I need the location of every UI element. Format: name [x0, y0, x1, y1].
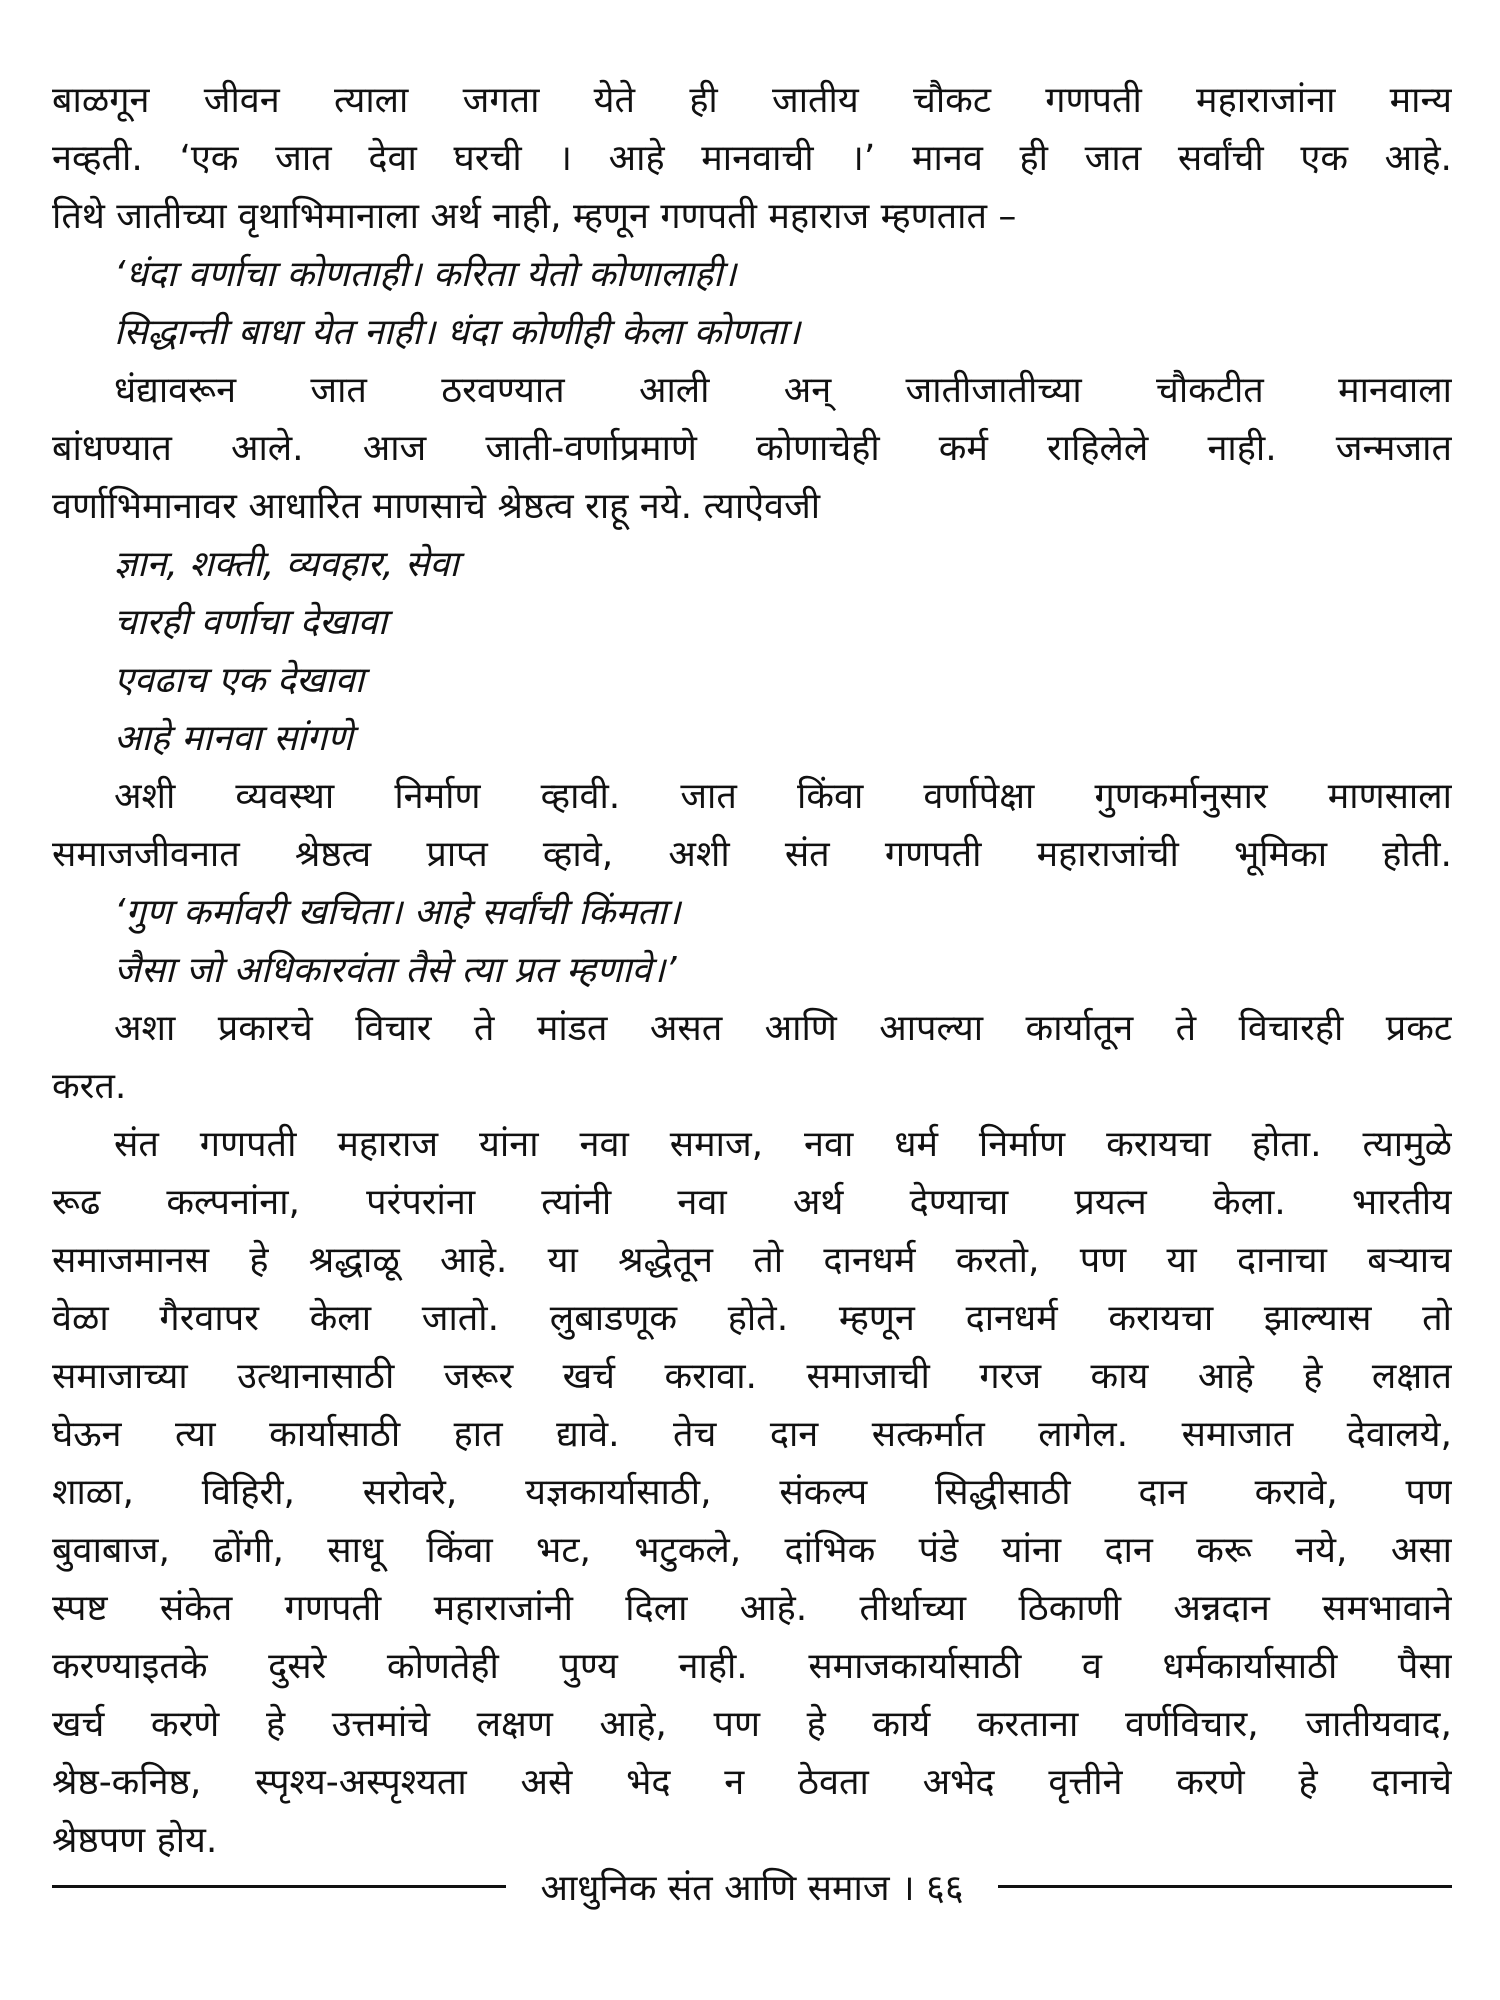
verse-line: ‘धंदा वर्णाचा कोणताही। करिता येतो कोणालाही। [114, 254, 737, 295]
text-line: अशा प्रकारचे विचार ते मांडत असत आणि आपल्या कार्यातून ते विचारही प्रकट [114, 1008, 1452, 1049]
text-line: श्रेष्ठपण होय. [52, 1820, 218, 1861]
text-line: रूढ कल्पनांना, परंपरांना त्यांनी नवा अर्थ देण्याचा प्रयत्न केला. भारतीय [52, 1182, 1452, 1223]
page-body [52, 72, 1452, 1870]
verse-line: आहे मानवा सांगणे [114, 718, 353, 759]
verse-line: एवढाच एक देखावा [114, 660, 365, 701]
text-line: धंद्यावरून जात ठरवण्यात आली अन् जातीजातीच्या चौकटीत मानवाला [114, 370, 1452, 411]
text-line: अशी व्यवस्था निर्माण व्हावी. जात किंवा वर्णापेक्षा गुणकर्मानुसार माणसाला [114, 776, 1452, 817]
text-line: शाळा, विहिरी, सरोवरे, यज्ञकार्यासाठी, संकल्प सिद्धीसाठी दान करावे, पण [52, 1472, 1452, 1513]
text-line: समाजजीवनात श्रेष्ठत्व प्राप्त व्हावे, अशी संत गणपती महाराजांची भूमिका होती. [52, 834, 1452, 875]
page-footer [52, 1856, 1452, 1916]
text-line: बुवाबाज, ढोंगी, साधू किंवा भट, भटुकले, दांभिक पंडे यांना दान करू नये, असा [52, 1530, 1452, 1571]
text-line: बांधण्यात आले. आज जाती-वर्णाप्रमाणे कोणाचेही कर्म राहिलेले नाही. जन्मजात [52, 428, 1452, 469]
text-line: वर्णाभिमानावर आधारित माणसाचे श्रेष्ठत्व राहू नये. त्याऐवजी [52, 486, 821, 527]
text-line: नव्हती. ‘एक जात देवा घरची । आहे मानवाची ।’ मानव ही जात सर्वांची एक आहे. [52, 138, 1452, 179]
text-line: समाजमानस हे श्रद्धाळू आहे. या श्रद्धेतून तो दानधर्म करतो, पण या दानाचा बऱ्याच [52, 1240, 1452, 1281]
footer-rule-left [52, 1885, 506, 1888]
text-line: खर्च करणे हे उत्तमांचे लक्षण आहे, पण हे कार्य करताना वर्णविचार, जातीयवाद, [52, 1704, 1452, 1745]
verse-line: ‘गुण कर्मावरी खचिता। आहे सर्वांची किंमता। [114, 892, 681, 933]
verse-line: ज्ञान, शक्ती, व्यवहार, सेवा [114, 544, 459, 585]
text-line: करत. [52, 1066, 127, 1107]
text-line: करण्याइतके दुसरे कोणतेही पुण्य नाही. समाजकार्यासाठी व धर्मकार्यासाठी पैसा [52, 1646, 1452, 1687]
text-line: बाळगून जीवन त्याला जगता येते ही जातीय चौकट गणपती महाराजांना मान्य [52, 80, 1452, 121]
footer-rule-right [998, 1885, 1452, 1888]
text-line: संत गणपती महाराज यांना नवा समाज, नवा धर्म निर्माण करायचा होता. त्यामुळे [114, 1124, 1452, 1165]
text-line: तिथे जातीच्या वृथाभिमानाला अर्थ नाही, म्हणून गणपती महाराज म्हणतात – [52, 196, 1017, 237]
text-line: घेऊन त्या कार्यासाठी हात द्यावे. तेच दान सत्कर्मात लागेल. समाजात देवालये, [52, 1414, 1452, 1455]
text-line: श्रेष्ठ-कनिष्ठ, स्पृश्य-अस्पृश्यता असे भेद न ठेवता अभेद वृत्तीने करणे हे दानाचे [52, 1762, 1452, 1803]
verse-line: सिद्धान्ती बाधा येत नाही। धंदा कोणीही केला कोणता। [114, 312, 801, 353]
verse-line: जैसा जो अधिकारवंता तैसे त्या प्रत म्हणावे।’ [114, 950, 677, 991]
text-line: वेळा गैरवापर केला जातो. लुबाडणूक होते. म्हणून दानधर्म करायचा झाल्यास तो [52, 1298, 1452, 1339]
text-line: स्पष्ट संकेत गणपती महाराजांनी दिला आहे. तीर्थाच्या ठिकाणी अन्नदान समभावाने [52, 1588, 1452, 1629]
verse-line: चारही वर्णाचा देखावा [114, 602, 388, 643]
footer-text: आधुनिक संत आणि समाज । ६६ [540, 1867, 964, 1909]
text-line: समाजाच्या उत्थानासाठी जरूर खर्च करावा. समाजाची गरज काय आहे हे लक्षात [52, 1356, 1452, 1397]
